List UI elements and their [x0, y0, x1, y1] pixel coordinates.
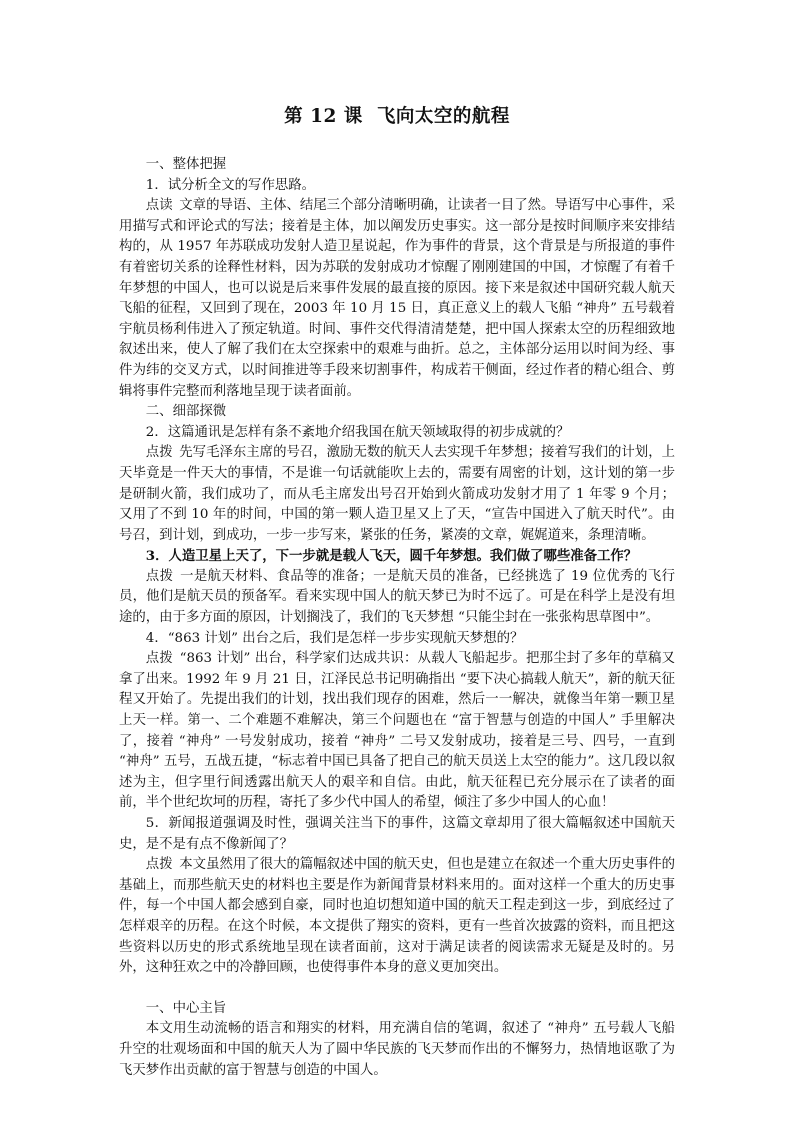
question-5: 5．新闻报道强调及时性，强调关注当下的事件，这篇文章却用了很大篇幅叙述中国航天史，是不是有点不像新闻了？ — [119, 816, 675, 852]
answer-4-text: “863 计划” 出台，科学家们达成共识：从载人飞船起步。把那尘封了多年的草稿又拿了出来。1992 年 9 月 21 日，江泽民总书记明确指出 “要下决心搞载人航天”，新的航天征程又开始了。先提出我们的计划，找出我们现存的困难，然后一一解决，就像当年第一颗卫星上天一样。第一、二个难题不难解决，第三个问题也在 “富于智慧与创造的中国人” 手里解决了，接着 “神舟” 一号发射成功，接着 “神舟” 二号又发射成功，接着是三号、四号，一直到 “神舟” 五号，五战五捷，“标志着中国已具备了把自己的航天员送上太空的能力”。这几段以叙述为主，但字里行间透露出航天人的艰辛和自信。由此，航天征程已充分展示在了读者的面前，半个世纪坎坷的历程，寄托了多少代中国人的希望，倾注了多少中国人的心血！ — [119, 651, 676, 811]
page-title — [0, 104, 794, 130]
answer-3-text: 一是航天材料、食品等的准备；一是航天员的准备，已经挑选了 19 位优秀的飞行员，他们是航天员的预备军。看来实现中国人的航天梦已为时不远了。可是在科学上是没有坦途的，由于多方面的原因，计划搁浅了，我们的飞天梦想 “只能尘封在一张张构思草图中”。 — [119, 568, 675, 626]
question-2: 2．这篇通讯是怎样有条不紊地介绍我国在航天领域取得的初步成就的？ — [145, 424, 570, 440]
question-4: 4．“863 计划” 出台之后，我们是怎样一步步实现航天梦想的？ — [145, 630, 524, 646]
section-heading-overview: 一、整体把握 — [145, 157, 227, 172]
section-heading-details: 二、细部探微 — [145, 404, 227, 420]
section-heading-theme: 一、中心主旨 — [145, 1000, 227, 1016]
section-gap — [119, 979, 675, 999]
answer-3 — [119, 567, 675, 629]
answer-1-text: 文章的导语、主体、结尾三个部分清晰明确，让读者一目了然。导语写中心事件，采用描写式和评论式的写法；接着是主体，加以阐发历史事实。这一部分是按时间顺序来安排结构的，从 1957 年苏联成功发射人造卫星说起，作为事件的背景，这个背景是与所报道的事件有着密切关系的诠释性材料，因为苏联的发射成功才惊醒了刚刚建国的中国，才惊醒了有着千年梦想的中国人，也可以说是后来事件发展的最直接的原因。接下来是叙述中国研究载人航天飞船的征程，又回到了现在，2003 年 10 月 15 日，真正意义上的载人飞船 “神舟” 五号载着宇航员杨利伟进入了预定轨道。时间、事件交代得清清楚楚，把中国人探索太空的历程细致地叙述出来，使人了解了我们在太空探索中的艰难与曲折。总之，主体部分运用以时间为经、事件为纬的交叉方式，以时间推进等手段来切割事件，构成若干侧面，经过作者的精心组合、剪辑将事件完整而利落地呈现于读者面前。 — [119, 198, 675, 399]
document-body — [119, 155, 675, 1081]
question-1: 1．试分析全文的写作思路。 — [145, 177, 316, 193]
answer-4 — [119, 649, 675, 814]
answer-3-label: 点拨 — [145, 568, 174, 584]
answer-1-label: 点读 — [145, 198, 173, 214]
answer-4-label: 点拨 — [145, 651, 173, 667]
answer-5-label: 点拨 — [145, 857, 173, 873]
answer-5 — [119, 855, 675, 979]
answer-2 — [119, 443, 675, 546]
answer-2-text: 先写毛泽东主席的号召，激励无数的航天人去实现千年梦想；接着写我们的计划，上天毕竟是一件天大的事情，不是谁一句话就能吹上去的，需要有周密的计划，这计划的第一步是研制火箭，我们成功了，而从毛主席发出号召开始到火箭成功发射才用了 1 年零 9 个月；又用了不到 10 年的时间，中国的第一颗人造卫星又上了天，“宣告中国进入了航天时代”。由号召，到计划，到成功，一步一步写来，紧张的任务，紧凑的文章，娓娓道来，条理清晰。 — [119, 445, 675, 543]
answer-2-label: 点拨 — [145, 445, 173, 461]
theme-paragraph: 本文用生动流畅的语言和翔实的材料，用充满自信的笔调，叙述了 “神舟” 五号载人飞船升空的壮观场面和中国的航天人为了圆中华民族的飞天梦而作出的不懈努力，热情地讴歌了为飞天梦作出贡献的富于智慧与创造的中国人。 — [119, 1021, 675, 1078]
question-3: 3．人造卫星上天了，下一步就是载人飞天，圆千年梦想。我们做了哪些准备工作？ — [145, 548, 638, 565]
lesson-name: 飞向太空的航程 — [376, 106, 510, 127]
lesson-number: 第 12 课 — [284, 106, 363, 127]
answer-5-text: 本文虽然用了很大的篇幅叙述中国的航天史，但也是建立在叙述一个重大历史事件的基础上，而那些航天史的材料也主要是作为新闻背景材料来用的。面对这样一个重大的历史事件，每一个中国人都会感到自豪，同时也迫切想知道中国的航天工程走到这一步，到底经过了怎样艰辛的历程。在这个时候，本文提供了翔实的资料，更有一些首次披露的资料，而且把这些资料以历史的形式系统地呈现在读者面前，这对于满足读者的阅读需求无疑是及时的。另外，这种狂欢之中的冷静回顾，也使得事件本身的意义更加突出。 — [119, 857, 675, 976]
answer-1 — [119, 196, 675, 402]
